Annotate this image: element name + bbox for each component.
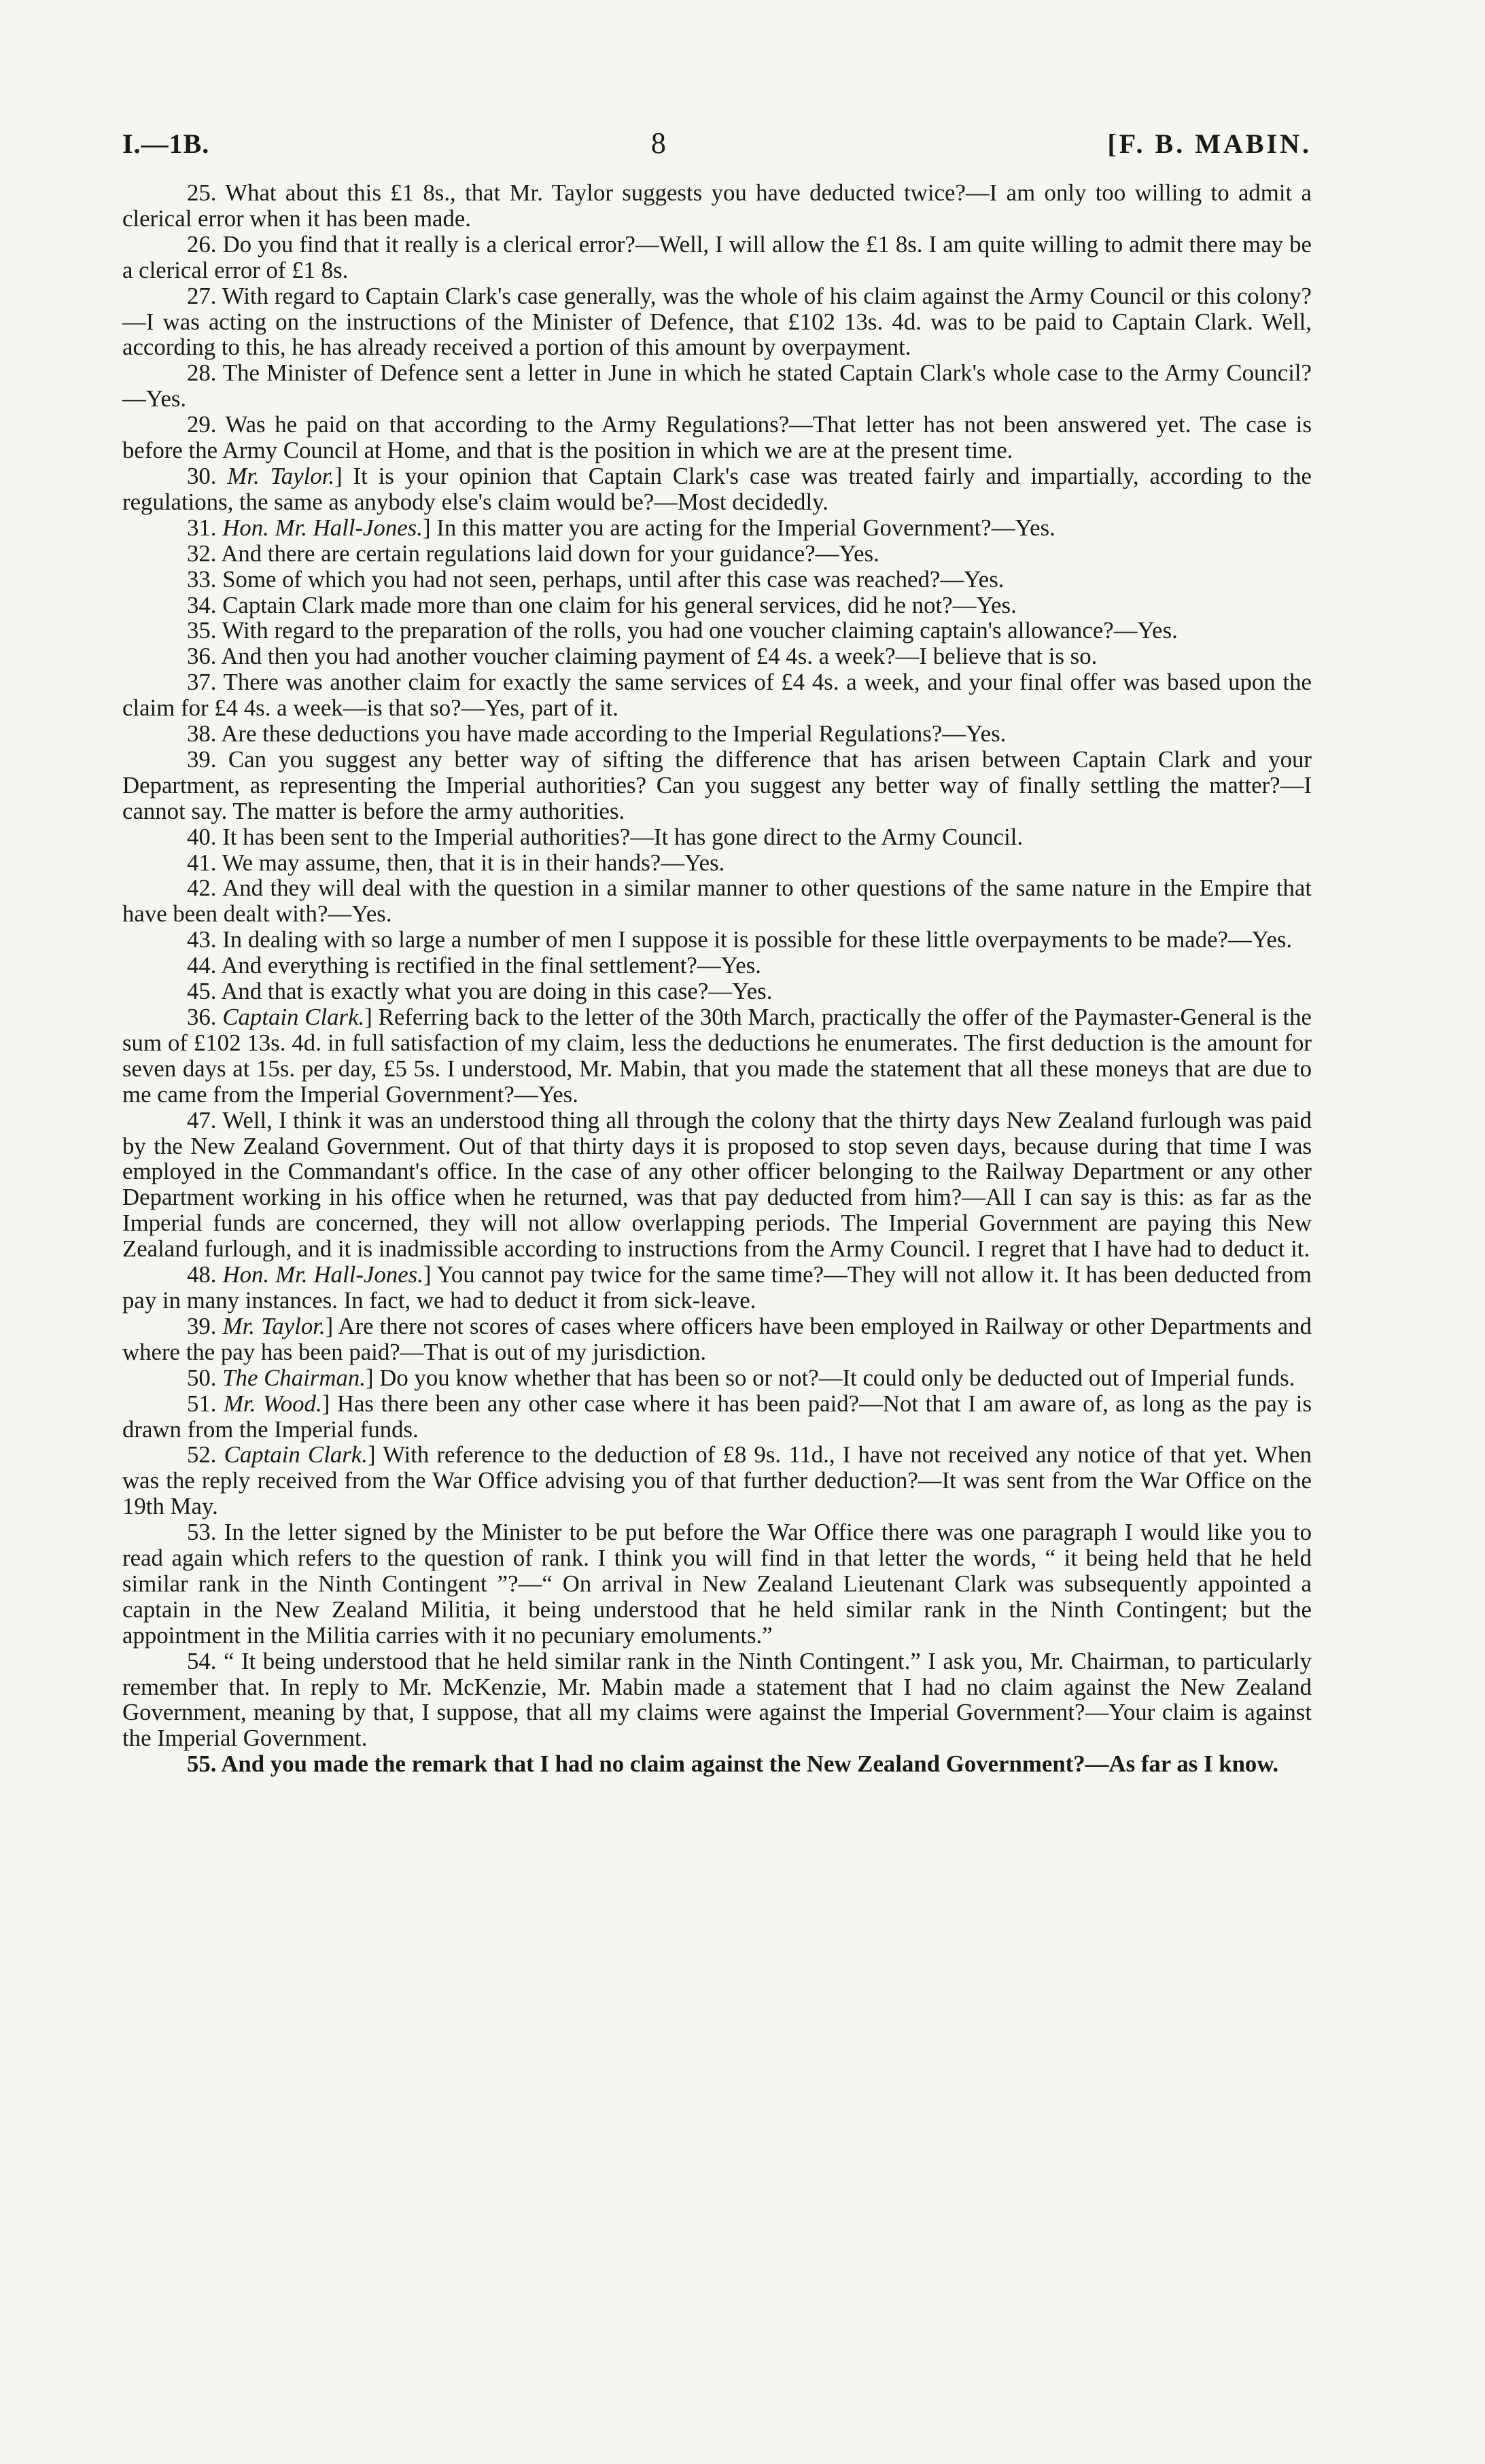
paragraph <box>122 979 1312 1004</box>
paragraph-text: 47. Well, I think it was an understood thing all through the colony that the thirty days New Zealand furlough was paid by the New Zealand Government. Out of that thirty days it is proposed to stop seven days, because during that time I was employed in the Commandant's office. In the case of any other officer belonging to the Railway Department or any other Department working in his office when he returned, was that pay deducted from him?—All I can say is this: as far as the Imperial funds are concerned, they will not allow overlapping periods. The Imperial Government are paying this New Zealand furlough, and it is inadmissible according to instructions from the Army Council. I regret that I have had to deduct it. <box>122 1106 1312 1263</box>
paragraph-text: 29. Was he paid on that according to the Army Regulations?—That letter has not been answered yet. The case is before the Army Council at Home, and that is the position in which we are at the present time. <box>122 411 1312 464</box>
paragraph-text: 48. <box>187 1261 223 1288</box>
paragraph-text: 50. <box>187 1364 223 1391</box>
paragraph <box>122 927 1312 953</box>
paragraph <box>122 875 1312 927</box>
page-header <box>122 126 1312 180</box>
paragraph <box>122 644 1312 669</box>
paragraph-text: 30. <box>187 462 228 489</box>
paragraph-text: 40. It has been sent to the Imperial authorities?—It has gone direct to the Army Council. <box>187 823 1024 850</box>
paragraph <box>122 515 1312 541</box>
paragraph <box>122 412 1312 463</box>
speaker-name: Mr. Taylor. <box>222 1312 326 1339</box>
paragraph <box>122 1314 1312 1365</box>
paragraph-text: ] You cannot pay twice for the same time?—They will not allow it. It has been deducted from pay in many instances. In fact, we had to deduct it from sick-leave. <box>122 1261 1312 1314</box>
paragraph <box>122 669 1312 721</box>
paragraph <box>122 1108 1312 1262</box>
paragraph <box>122 180 1312 232</box>
paragraph-text: 26. Do you find that it really is a clerical error?—Well, I will allow the £1 8s. I am quite willing to admit there may be a clerical error of £1 8s. <box>122 230 1312 283</box>
paragraph-text: 36. <box>187 1004 223 1030</box>
paragraph <box>122 593 1312 618</box>
paragraph <box>122 850 1312 876</box>
paragraph-text: ] Are there not scores of cases where officers have been employed in Railway or other Departments and where the pay has been paid?—That is out of my jurisdiction. <box>122 1312 1312 1365</box>
paragraph-text: 55. And you made the remark that I had no claim against the New Zealand Government?—As far as I know. <box>187 1750 1279 1778</box>
paragraph-text: 34. Captain Clark made more than one claim for his general services, did he not?—Yes. <box>187 591 1017 618</box>
speaker-name: Hon. Mr. Hall-Jones. <box>222 1261 423 1288</box>
paragraph <box>122 1262 1312 1314</box>
paragraph-text: ] Do you know whether that has been so or not?—It could only be deducted out of Imperial funds. <box>365 1364 1295 1391</box>
document-page <box>122 126 1312 1777</box>
paragraph <box>122 953 1312 979</box>
speaker-name: Captain Clark. <box>222 1004 365 1030</box>
paragraph-text: 33. Some of which you had not seen, perhaps, until after this case was reached?—Yes. <box>187 565 1004 593</box>
paragraph-text: 39. <box>187 1312 223 1339</box>
paragraph <box>122 1442 1312 1519</box>
paragraph <box>122 1391 1312 1443</box>
paragraph <box>122 1649 1312 1752</box>
paragraph <box>122 721 1312 747</box>
speaker-name: The Chairman. <box>222 1364 366 1391</box>
paragraph-text: ] With reference to the deduction of £8 9s. 11d., I have not received any notice of that yet. When was the reply received from the War Office advising you of that further deduction?—It was sent from the War Office on the 19th May. <box>122 1441 1312 1520</box>
paragraph-text: 31. <box>187 514 223 541</box>
page-number: 8 <box>650 126 666 160</box>
paragraph <box>122 1365 1312 1391</box>
paragraph <box>122 567 1312 593</box>
paper-reference: I.—1B. <box>122 128 210 159</box>
paragraph-text: 42. And they will deal with the question in a similar manner to other questions of the same nature in the Empire that have been dealt with?—Yes. <box>122 875 1312 928</box>
paragraph-text: 25. What about this £1 8s., that Mr. Taylor suggests you have deducted twice?—I am only too willing to admit a clerical error when it has been made. <box>122 179 1312 232</box>
speaker-name: Hon. Mr. Hall-Jones. <box>222 514 423 541</box>
speaker-name: Captain Clark. <box>224 1441 368 1468</box>
paragraph-text: 39. Can you suggest any better way of sifting the difference that has arisen between Captain Clark and your Department, as representing the Imperial authorities? Can you suggest any better way of finally settling the matter?—I cannot say. The matter is before the army authorities. <box>122 745 1312 824</box>
paragraph-text: ] In this matter you are acting for the Imperial Government?—Yes. <box>422 514 1055 541</box>
paragraph-text: ] It is your opinion that Captain Clark's case was treated fairly and impartially, according to the regulations, the same as anybody else's claim would be?—Most decidedly. <box>122 462 1312 515</box>
paragraph-text: 43. In dealing with so large a number of men I suppose it is possible for these little overpayments to be made?—Yes. <box>187 926 1293 953</box>
document-body <box>122 180 1312 1777</box>
paragraph-text: 37. There was another claim for exactly the same services of £4 4s. a week, and your final offer was based upon the claim for £4 4s. a week—is that so?—Yes, part of it. <box>122 669 1312 722</box>
paragraph-text: 44. And everything is rectified in the final settlement?—Yes. <box>187 952 761 979</box>
speaker-name: Mr. Taylor. <box>227 462 335 489</box>
paragraph-text: 38. Are these deductions you have made according to the Imperial Regulations?—Yes. <box>187 720 1007 747</box>
paragraph-text: 53. In the letter signed by the Minister to be put before the War Office there was one paragraph I would like you to read again which refers to the question of rank. I think you will find in that letter the words, “ it being held that he held similar rank in the Ninth Contingent ”?—“ On arrival in New Zealand Lieutenant Clark was subsequently appointed a captain in the New Zealand Militia, it being understood that he held similar rank in the Ninth Contingent; but the appointment in the Militia carries with it no pecuniary emoluments.” <box>122 1519 1312 1649</box>
paragraph <box>122 1004 1312 1108</box>
paragraph-text: ] Referring back to the letter of the 30th March, practically the offer of the Paymaster-General is the sum of £102 13s. 4d. in full satisfaction of my claim, less the deductions he enumerates. The first deduction is the amount for seven days at 15s. per day, £5 5s. I understood, Mr. Mabin, that you made the statement that all these moneys that are due to me came from the Imperial Government?—Yes. <box>122 1004 1312 1108</box>
witness-name: [F. B. MABIN. <box>1107 128 1312 159</box>
paragraph <box>122 232 1312 283</box>
paragraph <box>122 618 1312 644</box>
paragraph-text: ] Has there been any other case where it has been paid?—Not that I am aware of, as long as the pay is drawn from the Imperial funds. <box>122 1390 1312 1443</box>
paragraph-text: 41. We may assume, then, that it is in their hands?—Yes. <box>187 849 725 876</box>
paragraph-text: 54. “ It being understood that he held similar rank in the Ninth Contingent.” I ask you, Mr. Chairman, to particularly remember that. In reply to Mr. McKenzie, Mr. Mabin made a statement that I had no claim against the New Zealand Government, meaning by that, I suppose, that all my claims were against the Imperial Government?—Your claim is against the Imperial Government. <box>122 1647 1312 1752</box>
paragraph <box>122 824 1312 850</box>
paragraph <box>122 463 1312 515</box>
paragraph <box>122 541 1312 567</box>
paragraph <box>122 1519 1312 1649</box>
paragraph-text: 52. <box>187 1441 224 1468</box>
paragraph-text: 36. And then you had another voucher claiming payment of £4 4s. a week?—I believe that is so. <box>187 643 1098 670</box>
paragraph <box>122 1751 1312 1777</box>
paragraph-text: 32. And there are certain regulations laid down for your guidance?—Yes. <box>187 540 879 567</box>
paragraph-text: 35. With regard to the preparation of the rolls, you had one voucher claiming captain's allowance?—Yes. <box>187 617 1178 644</box>
paragraph-text: 27. With regard to Captain Clark's case generally, was the whole of his claim against the Army Council or this colony?—I was acting on the instructions of the Minister of Defence, that £102 13s. 4d. was to be paid to Captain Clark. Well, according to this, he has already received a portion of this amount by overpayment. <box>122 282 1312 361</box>
paragraph <box>122 747 1312 824</box>
paragraph-text: 51. <box>187 1390 224 1417</box>
paragraph-text: 28. The Minister of Defence sent a letter in June in which he stated Captain Clark's whole case to the Army Council?—Yes. <box>122 359 1312 412</box>
speaker-name: Mr. Wood. <box>224 1390 322 1417</box>
paragraph-text: 45. And that is exactly what you are doing in this case?—Yes. <box>187 978 773 1005</box>
paragraph <box>122 283 1312 361</box>
paragraph <box>122 360 1312 412</box>
